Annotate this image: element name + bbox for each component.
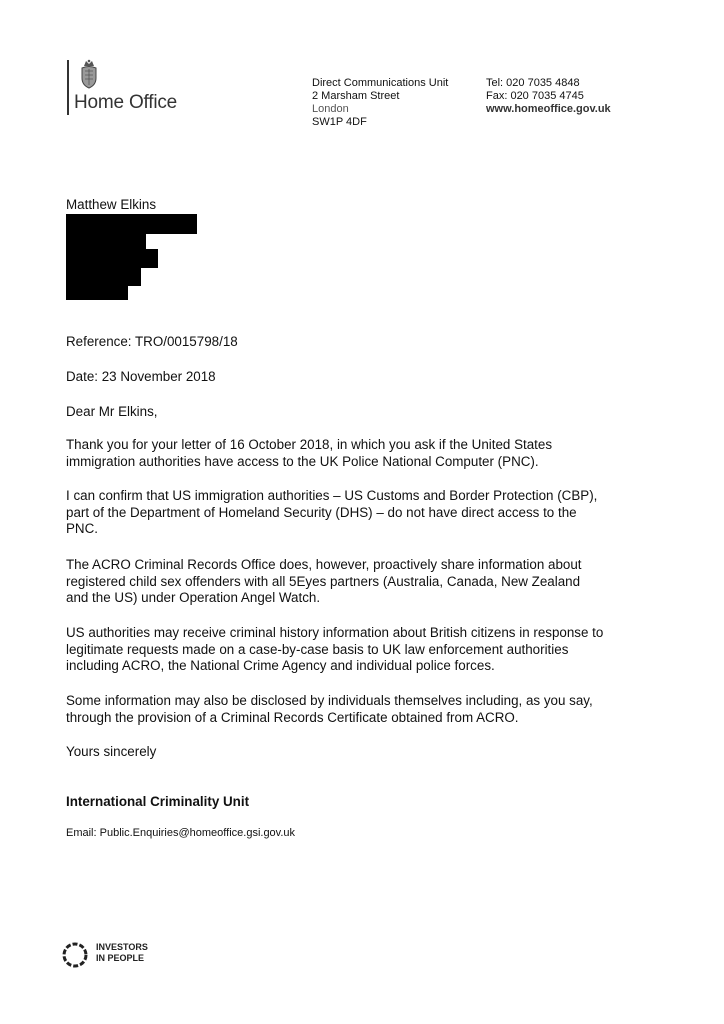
paragraph	[66, 625, 656, 675]
paragraph-line: I can confirm that US immigration authorities – US Customs and Border Protection (CBP),	[66, 488, 598, 503]
paragraph-line: Some information may also be disclosed by individuals themselves including, as you say,	[66, 693, 593, 708]
fax: Fax: 020 7035 4745	[486, 90, 584, 102]
paragraph-line: through the provision of a Criminal Records Certificate obtained from ACRO.	[66, 709, 519, 725]
paragraph	[66, 557, 656, 607]
investors-in-people-wreath-icon	[60, 940, 90, 970]
signature-unit: International Criminality Unit	[66, 794, 250, 809]
paragraph-line: and the US) under Operation Angel Watch.	[66, 590, 321, 605]
investors-in-people-text	[96, 942, 148, 964]
footer-logo-line: IN PEOPLE	[96, 953, 145, 963]
sender-address	[312, 77, 448, 129]
logo-divider	[67, 60, 69, 115]
address-line: Direct Communications Unit	[312, 77, 449, 89]
redaction-block	[66, 233, 146, 250]
paragraph-line: PNC.	[66, 521, 98, 536]
paragraph-line: Thank you for your letter of 16 October 2018, in which you ask if the United States	[66, 437, 553, 452]
letter-date: Date: 23 November 2018	[66, 369, 216, 384]
sender-contact	[486, 77, 611, 116]
closing: Yours sincerely	[66, 744, 157, 759]
recipient-name: Matthew Elkins	[66, 197, 157, 212]
redaction-block	[66, 249, 158, 268]
footer-logo-line: INVESTORS	[96, 942, 148, 952]
paragraph	[66, 437, 656, 470]
website: www.homeoffice.gov.uk	[486, 103, 611, 115]
paragraph-line: including ACRO, the National Crime Agency and individual police forces.	[66, 658, 495, 673]
paragraph-line: immigration authorities have access to the UK Police National Computer (PNC).	[66, 453, 539, 469]
telephone: Tel: 020 7035 4848	[486, 77, 580, 89]
organisation-name: Home Office	[74, 92, 178, 113]
reference: Reference: TRO/0015798/18	[66, 334, 238, 349]
contact-email[interactable]: Email: Public.Enquiries@homeoffice.gsi.gov.uk	[66, 827, 296, 839]
paragraph-line: part of the Department of Homeland Security (DHS) – do not have direct access to the	[66, 504, 577, 520]
redaction-block	[66, 285, 128, 300]
address-line: London	[312, 103, 349, 115]
redaction-block	[66, 267, 141, 286]
address-line: SW1P 4DF	[312, 116, 367, 128]
paragraph	[66, 693, 656, 726]
redaction-block	[66, 214, 197, 234]
paragraph-line: US authorities may receive criminal history information about British citizens in response to	[66, 625, 604, 640]
paragraph-line: The ACRO Criminal Records Office does, however, proactively share information about	[66, 557, 582, 572]
salutation: Dear Mr Elkins,	[66, 404, 158, 419]
paragraph-line: legitimate requests made on a case-by-case basis to UK law enforcement authorities	[66, 641, 569, 657]
address-line: 2 Marsham Street	[312, 90, 400, 102]
paragraph-line: registered child sex offenders with all 5Eyes partners (Australia, Canada, New Zealand	[66, 573, 581, 589]
paragraph	[66, 488, 656, 538]
royal-crest-icon	[78, 58, 100, 90]
